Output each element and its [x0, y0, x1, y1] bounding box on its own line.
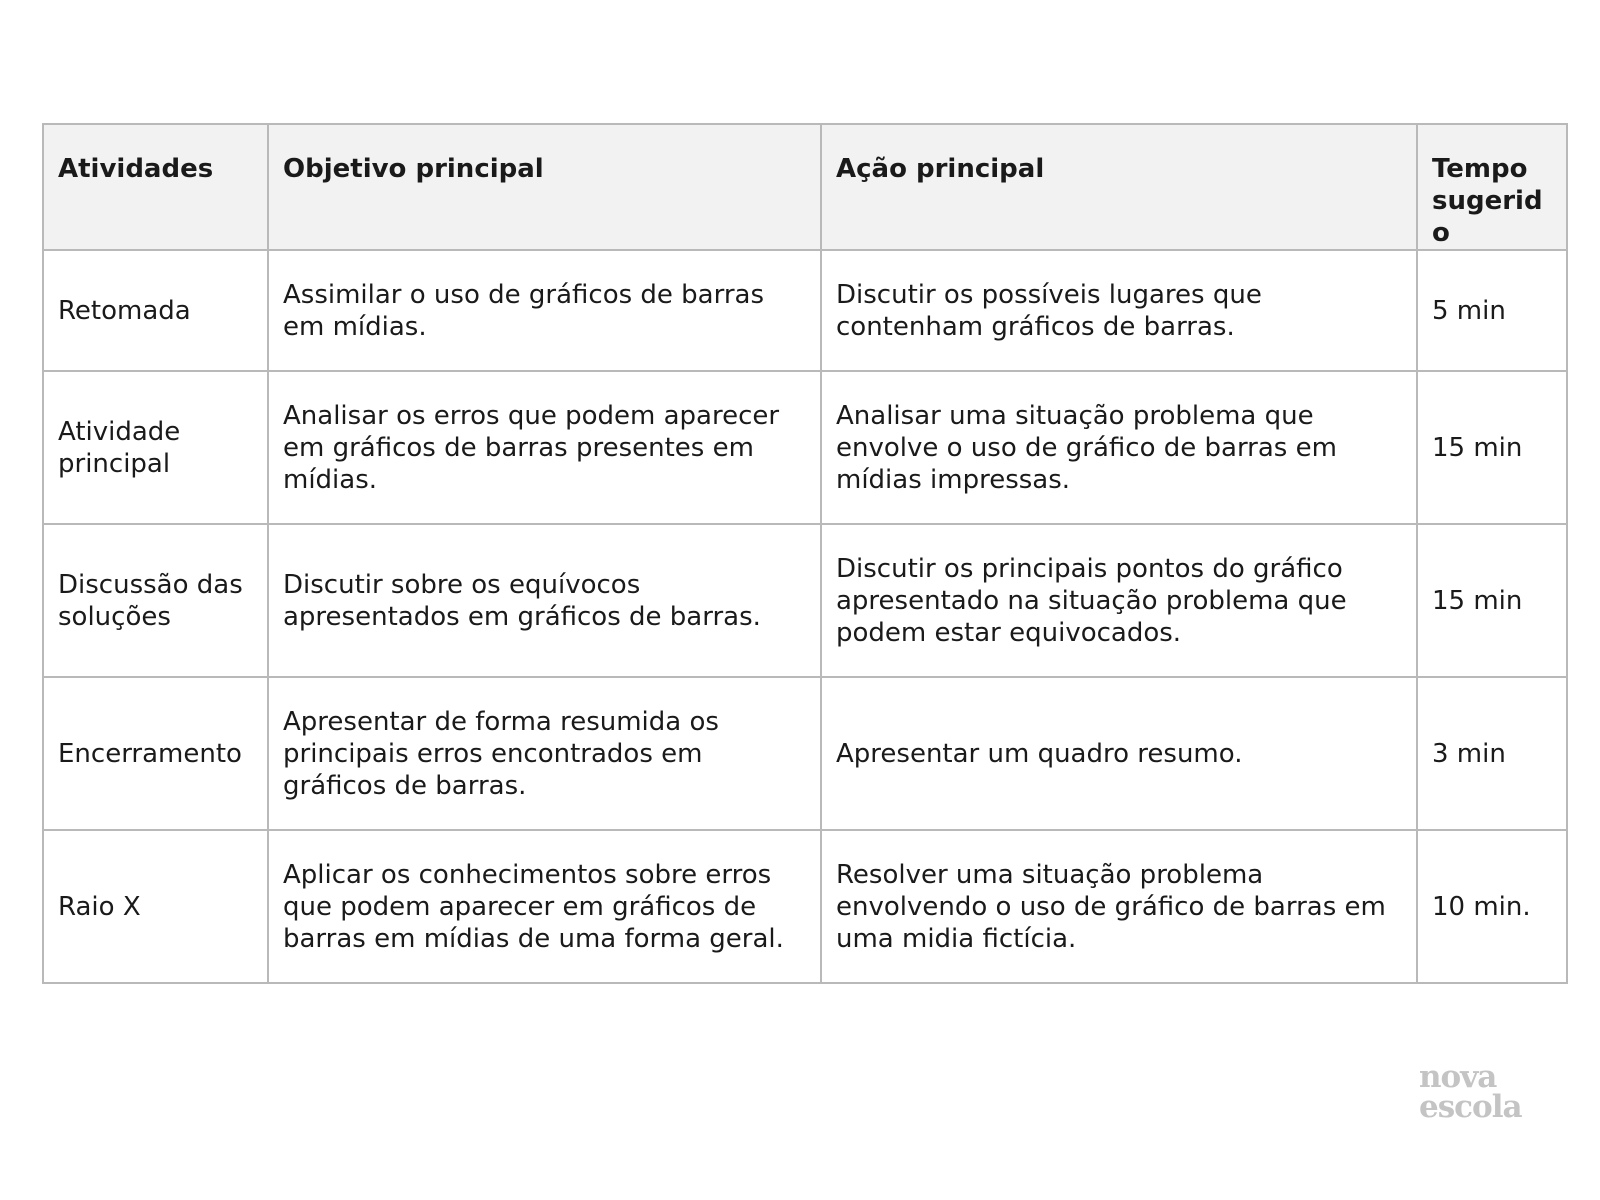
cell-atividade: Raio X — [43, 830, 268, 983]
table-row — [43, 371, 1567, 524]
header-acao-principal: Ação principal — [821, 124, 1417, 250]
cell-atividade: Discussão das soluções — [43, 524, 268, 677]
cell-acao: Discutir os possíveis lugares que contenham gráficos de barras. — [821, 250, 1417, 371]
cell-tempo: 10 min. — [1417, 830, 1567, 983]
cell-objetivo: Assimilar o uso de gráficos de barras em mídias. — [268, 250, 821, 371]
cell-objetivo: Aplicar os conhecimentos sobre erros que podem aparecer em gráficos de barras em mídias de uma forma geral. — [268, 830, 821, 983]
cell-tempo: 15 min — [1417, 371, 1567, 524]
cell-objetivo: Apresentar de forma resumida os principais erros encontrados em gráficos de barras. — [268, 677, 821, 830]
table-header-row — [43, 124, 1567, 250]
table-row — [43, 250, 1567, 371]
cell-atividade: Atividade principal — [43, 371, 268, 524]
header-objetivo-principal: Objetivo principal — [268, 124, 821, 250]
cell-acao: Discutir os principais pontos do gráfico apresentado na situação problema que podem estar equivocados. — [821, 524, 1417, 677]
nova-escola-logo — [1419, 1059, 1539, 1125]
cell-tempo: 3 min — [1417, 677, 1567, 830]
logo-line-nova: nova — [1419, 1059, 1497, 1095]
header-tempo-sugerido: Tempo sugerido — [1417, 124, 1567, 250]
table-row — [43, 677, 1567, 830]
table-row — [43, 524, 1567, 677]
cell-objetivo: Discutir sobre os equívocos apresentados em gráficos de barras. — [268, 524, 821, 677]
cell-acao: Apresentar um quadro resumo. — [821, 677, 1417, 830]
lesson-plan-table — [42, 123, 1568, 984]
cell-atividade: Encerramento — [43, 677, 268, 830]
cell-atividade: Retomada — [43, 250, 268, 371]
cell-acao: Analisar uma situação problema que envolve o uso de gráfico de barras em mídias impressas. — [821, 371, 1417, 524]
cell-tempo: 5 min — [1417, 250, 1567, 371]
cell-objetivo: Analisar os erros que podem aparecer em gráficos de barras presentes em mídias. — [268, 371, 821, 524]
header-atividades: Atividades — [43, 124, 268, 250]
logo-line-escola: escola — [1419, 1089, 1522, 1125]
cell-tempo: 15 min — [1417, 524, 1567, 677]
cell-acao: Resolver uma situação problema envolvendo o uso de gráfico de barras em uma midia fictícia. — [821, 830, 1417, 983]
table-row — [43, 830, 1567, 983]
